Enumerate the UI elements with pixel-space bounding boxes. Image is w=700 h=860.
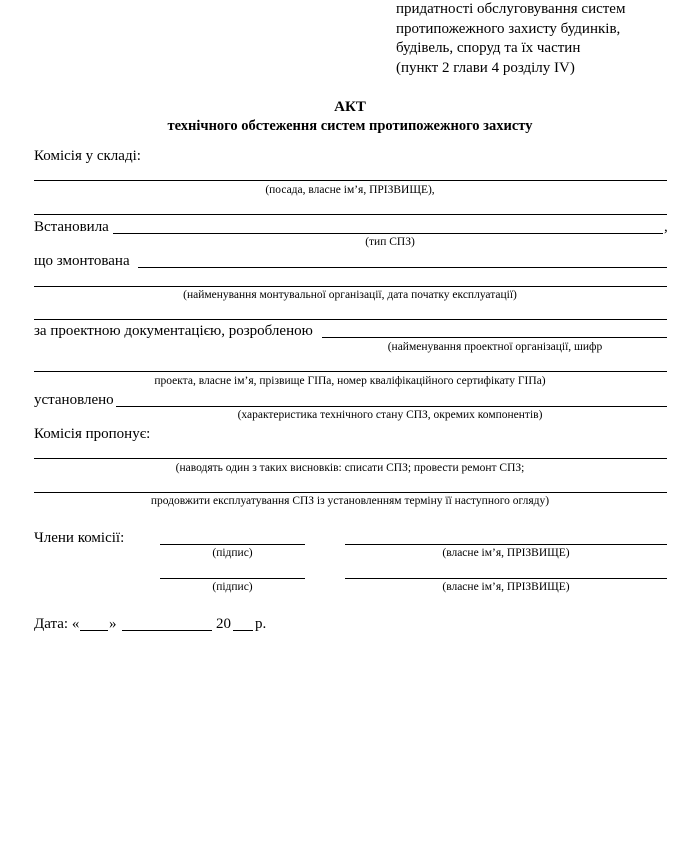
date-year-line [233, 630, 253, 631]
determined-line [116, 406, 667, 407]
established-trailing-comma: , [664, 219, 668, 235]
proposes-label: Комісія пропонує: [34, 426, 151, 442]
date-year-prefix: 20 [216, 616, 231, 632]
date-month-line [122, 630, 212, 631]
established-label: Встановила [34, 219, 109, 235]
project-line-2 [34, 371, 667, 372]
name-caption-2: (власне ім’я, ПРІЗВИЩЕ) [442, 581, 570, 593]
document-title: АКТ [334, 99, 366, 115]
signature-caption-2: (підпис) [212, 581, 253, 593]
commission-label: Комісія у складі: [34, 148, 141, 164]
established-caption: (тип СПЗ) [365, 236, 415, 248]
date-day-line [80, 630, 108, 631]
signature-line [160, 544, 305, 545]
date-label: Дата: « [34, 616, 80, 632]
name-caption: (власне ім’я, ПРІЗВИЩЕ) [442, 547, 570, 559]
proposes-caption: (наводять один з таких висновків: списати СПЗ; провести ремонт СПЗ; [175, 462, 525, 474]
header-note-line: будівель, споруд та їх частин [396, 40, 581, 56]
proposes-caption-2: продовжити експлуатування СПЗ із установленням терміну її наступного огляду) [150, 495, 550, 507]
date-year-suffix: р. [255, 616, 267, 632]
determined-label: установлено [34, 392, 114, 408]
commission-line [34, 180, 667, 181]
commission-line-2 [34, 214, 667, 215]
members-label: Члени комісії: [34, 530, 125, 546]
signature-caption: (підпис) [212, 547, 253, 559]
project-line [322, 337, 667, 338]
mounted-line-3 [34, 319, 667, 320]
project-caption: (найменування проектної організації, шифр [387, 341, 603, 353]
project-label: за проектною документацією, розробленою [34, 323, 313, 339]
determined-caption: (характеристика технічного стану СПЗ, окремих компонентів) [237, 409, 543, 421]
header-note-line: (пункт 2 глави 4 розділу IV) [396, 59, 575, 76]
proposes-line-2 [34, 492, 667, 493]
header-note [396, 0, 686, 78]
header-note-line: придатності обслуговування систем [396, 1, 626, 17]
name-line-2 [345, 578, 667, 579]
established-line [113, 233, 663, 234]
mounted-caption: (найменування монтувальної організації, дата початку експлуатації) [183, 289, 517, 301]
mounted-line [138, 267, 667, 268]
header-note-line: протипожежного захисту будинків, [396, 20, 621, 37]
mounted-label: що змонтована [34, 253, 130, 269]
signature-line-2 [160, 578, 305, 579]
date-close-quote: » [109, 616, 117, 632]
project-caption-2: проекта, власне ім’я, прізвище ГІПа, номер кваліфікаційного сертифікату ГІПа) [154, 375, 546, 387]
proposes-line [34, 458, 667, 459]
name-line [345, 544, 667, 545]
commission-caption: (посада, власне ім’я, ПРІЗВИЩЕ), [265, 184, 435, 196]
document-subtitle: технічного обстеження систем протипожежного захисту [167, 118, 533, 134]
mounted-line-2 [34, 286, 667, 287]
